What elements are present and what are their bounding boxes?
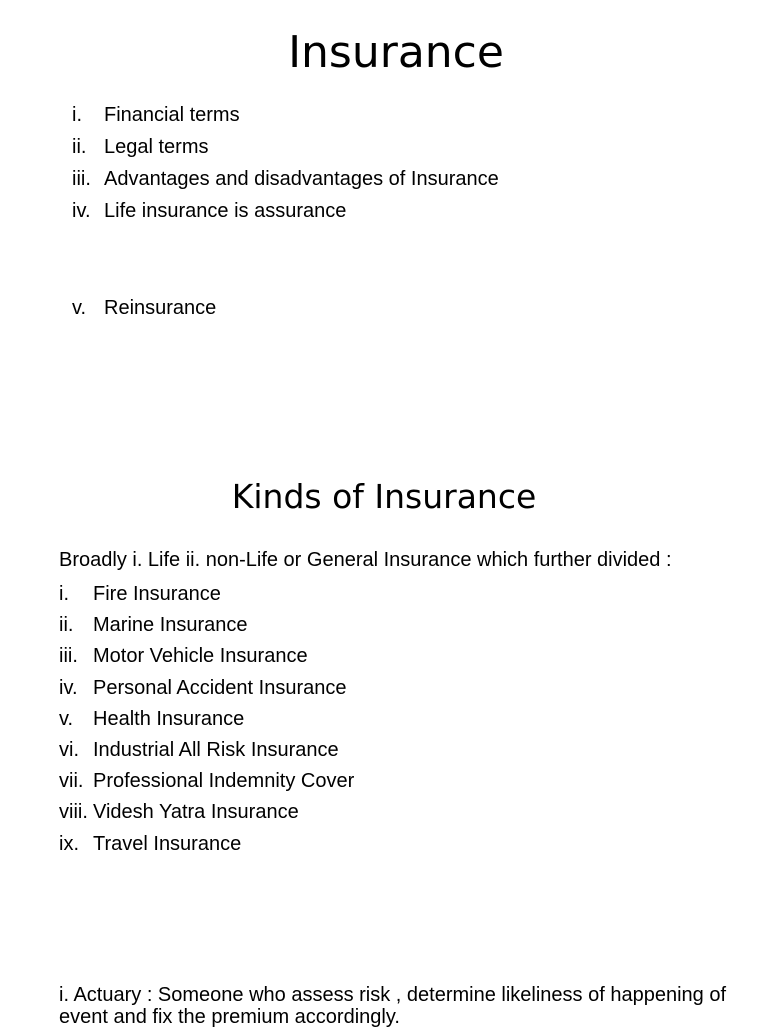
kinds-list [59, 580, 354, 861]
list-item-text: Professional Indemnity Cover [93, 770, 355, 793]
list-item-text: Advantages and disadvantages of Insurance [104, 168, 499, 190]
list-item [72, 294, 499, 326]
list-item-text: Reinsurance [104, 297, 217, 319]
list-number: ix. [59, 832, 79, 855]
list-number: v. [72, 297, 87, 319]
list-item [59, 830, 354, 861]
list-item-text: Personal Accident Insurance [93, 676, 347, 699]
list-item [72, 133, 499, 165]
list-number: vi. [59, 738, 79, 761]
list-number: iv. [72, 200, 91, 222]
list-number: viii. [59, 801, 88, 824]
list-item-text: Life insurance is assurance [104, 200, 347, 222]
list-item [59, 767, 354, 798]
intro-text: Broadly i. Life ii. non-Life or General Insurance which further divided : [59, 549, 672, 571]
list-item-text: Health Insurance [93, 707, 245, 730]
list-item-text: Legal terms [104, 136, 209, 158]
list-item [59, 798, 354, 829]
list-number: i. [72, 104, 82, 126]
list-item [59, 736, 354, 767]
list-item-text: Industrial All Risk Insurance [93, 738, 339, 761]
list-number: ii. [72, 136, 87, 158]
list-number: iii. [72, 168, 91, 190]
list-number: iii. [59, 645, 78, 668]
list-item-text: Motor Vehicle Insurance [93, 645, 308, 668]
list-item [72, 165, 499, 197]
section-title: Kinds of Insurance [231, 477, 537, 516]
list-number: v. [59, 707, 74, 730]
list-item [59, 611, 354, 642]
list-item-text: Marine Insurance [93, 614, 248, 637]
list-item [72, 197, 499, 229]
list-number: i. [59, 583, 69, 605]
list-item-text: Videsh Yatra Insurance [93, 801, 299, 824]
page-title: Insurance [288, 27, 504, 78]
list-item [59, 580, 354, 611]
list-number: vii. [59, 770, 84, 793]
list-number: iv. [59, 676, 78, 699]
definition-text: i. Actuary : Someone who assess risk , determine likeliness of happening of event and fix the premium accordingly. [59, 984, 727, 1028]
list-item-text: Financial terms [104, 104, 240, 126]
list-number: ii. [59, 614, 74, 637]
list-item [59, 674, 354, 705]
topics-list [72, 101, 499, 326]
list-item [72, 101, 499, 133]
list-item [59, 642, 354, 673]
list-item [59, 705, 354, 736]
list-item-text: Fire Insurance [93, 583, 221, 605]
list-item-text: Travel Insurance [93, 832, 242, 855]
